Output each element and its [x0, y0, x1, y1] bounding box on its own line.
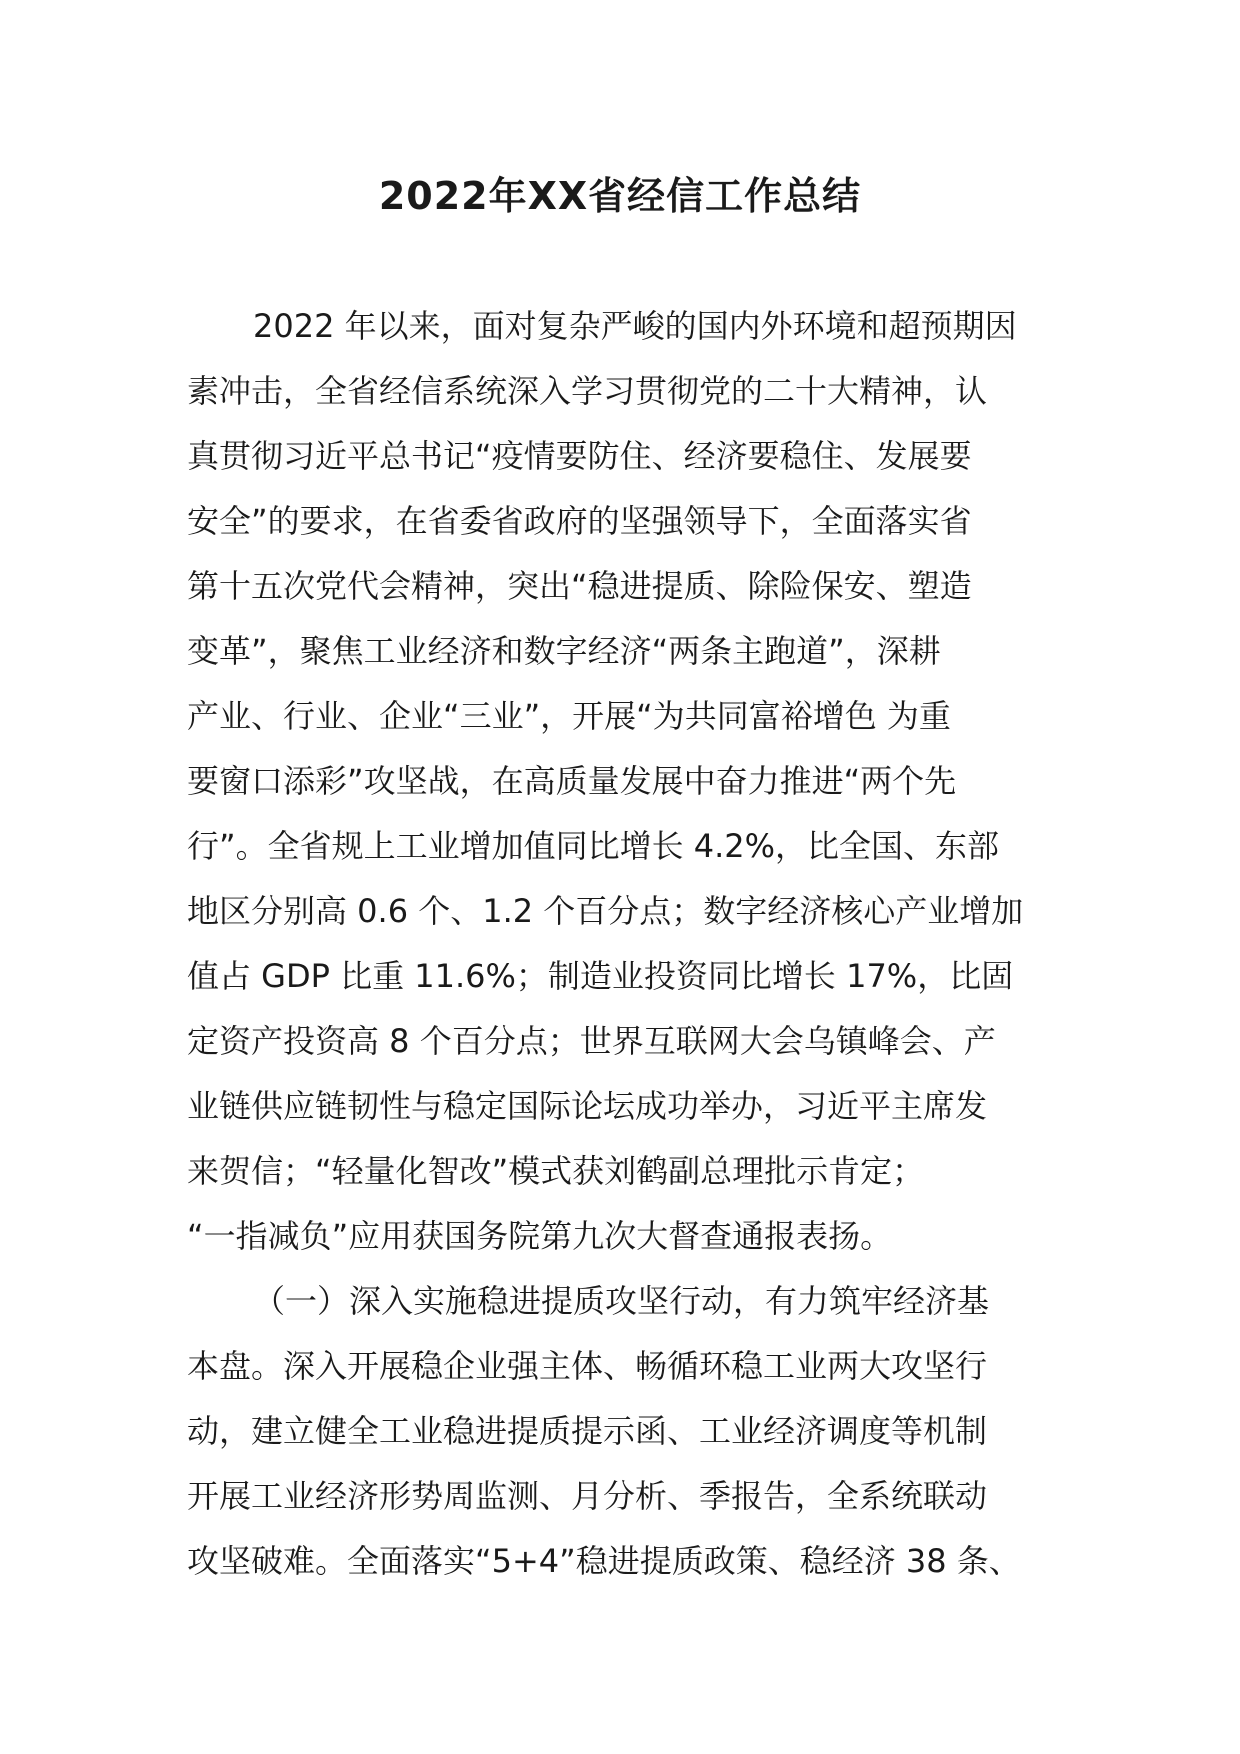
paragraph-line: 攻坚破难。全面落实“5+4”稳进提质政策、稳经济 38 条、 [187, 1542, 1021, 1580]
paragraph-line: 行”。全省规上工业增加值同比增长 4.2%，比全国、东部 [187, 827, 1000, 865]
paragraph-line: 要窗口添彩”攻坚战，在高质量发展中奋力推进“两个先 [187, 762, 957, 800]
paragraph-line: 地区分别高 0.6 个、1.2 个百分点；数字经济核心产业增加 [187, 892, 1024, 930]
paragraph-1 [187, 294, 1057, 1269]
paragraph-line: 动，建立健全工业稳进提质提示函、工业经济调度等机制 [187, 1412, 988, 1450]
paragraph-2 [187, 1269, 1057, 1594]
document-body [187, 294, 1057, 1594]
paragraph-line: 开展工业经济形势周监测、月分析、季报告，全系统联动 [187, 1477, 988, 1515]
paragraph-line: 产业、行业、企业“三业”，开展“为共同富裕增色 为重 [187, 697, 951, 735]
paragraph-line: 本盘。深入开展稳企业强主体、畅循环稳工业两大攻坚行 [187, 1347, 988, 1385]
paragraph-line: 2022 年以来，面对复杂严峻的国内外环境和超预期因 [253, 307, 1017, 345]
paragraph-line: 值占 GDP 比重 11.6%；制造业投资同比增长 17%，比固 [187, 957, 1014, 995]
paragraph-line: 安全”的要求，在省委省政府的坚强领导下，全面落实省 [187, 502, 972, 540]
document-title: 2022年XX省经信工作总结 [378, 174, 862, 218]
paragraph-line: “一指减负”应用获国务院第九次大督查通报表扬。 [187, 1217, 893, 1255]
paragraph-line: 素冲击，全省经信系统深入学习贯彻党的二十大精神，认 [187, 372, 988, 410]
paragraph-line: 来贺信；“轻量化智改”模式获刘鹤副总理批示肯定； [187, 1152, 925, 1190]
paragraph-line: 真贯彻习近平总书记“疫情要防住、经济要稳住、发展要 [187, 437, 972, 475]
paragraph-line: 定资产投资高 8 个百分点；世界互联网大会乌镇峰会、产 [187, 1022, 996, 1060]
paragraph-line: 业链供应链韧性与稳定国际论坛成功举办，习近平主席发 [187, 1087, 988, 1125]
paragraph-line: 第十五次党代会精神，突出“稳进提质、除险保安、塑造 [187, 567, 972, 605]
paragraph-line: （一）深入实施稳进提质攻坚行动，有力筑牢经济基 [253, 1282, 990, 1320]
paragraph-line: 变革”，聚焦工业经济和数字经济“两条主跑道”，深耕 [187, 632, 941, 670]
